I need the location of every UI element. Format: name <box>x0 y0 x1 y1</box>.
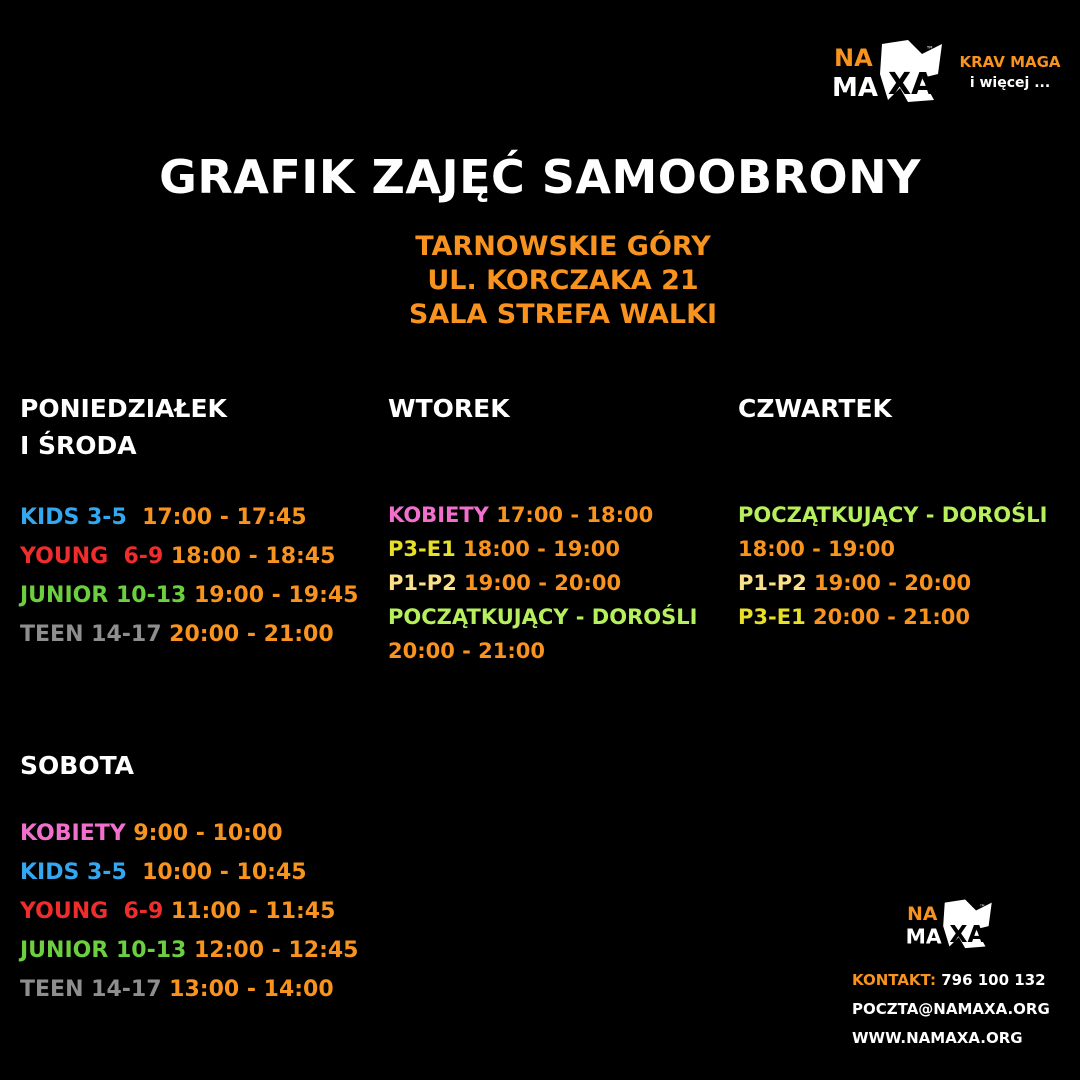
tagline-krav-maga: KRAV MAGA <box>959 53 1061 71</box>
class-time: 20:00 - 21:00 <box>388 639 546 663</box>
class-label: KIDS 3-5 <box>20 505 135 530</box>
class-row <box>20 615 358 654</box>
class-time: 18:00 - 19:00 <box>455 537 621 561</box>
class-row <box>20 970 358 1009</box>
class-time: 17:00 - 18:00 <box>488 503 654 527</box>
class-row <box>20 537 358 576</box>
logo-tm: ™ <box>926 45 934 54</box>
day-heading: WTOREK <box>388 394 510 423</box>
class-label: KOBIETY <box>388 503 489 527</box>
class-row <box>20 576 358 615</box>
class-time: 12:00 - 12:45 <box>186 938 359 963</box>
class-time: 13:00 - 14:00 <box>161 977 334 1002</box>
schedule-tuesday <box>388 390 738 663</box>
email-link[interactable]: POCZTA@NAMAXA.ORG <box>852 1000 1050 1018</box>
class-row <box>738 532 1047 566</box>
class-label: P3-E1 <box>738 605 806 629</box>
address-venue: SALA STREFA WALKI <box>408 299 718 330</box>
tagline-more: i więcej ... <box>969 75 1051 91</box>
class-row <box>738 566 1047 600</box>
class-label: P1-P2 <box>738 571 807 595</box>
contact-label: KONTAKT: <box>852 971 936 989</box>
namaxa-logo <box>830 34 950 106</box>
address-street: UL. KORCZAKA 21 <box>427 265 699 296</box>
class-time: 9:00 - 10:00 <box>125 821 283 846</box>
namaxa-logo-footer <box>904 894 998 952</box>
class-row <box>388 634 697 668</box>
class-time: 11:00 - 11:45 <box>163 899 336 924</box>
class-row <box>20 853 358 892</box>
contact-phone-line <box>852 966 1072 995</box>
class-time: 17:00 - 17:45 <box>134 505 307 530</box>
website-link[interactable]: WWW.NAMAXA.ORG <box>852 1029 1023 1047</box>
address-city: TARNOWSKIE GÓRY <box>415 231 711 262</box>
class-row <box>738 498 1047 532</box>
page-title: GRAFIK ZAJĘĆ SAMOOBRONY <box>159 150 921 204</box>
tagline <box>954 52 1066 94</box>
class-label: P3-E1 <box>388 537 456 561</box>
day-heading-line2: I ŚRODA <box>20 431 137 460</box>
class-label: KOBIETY <box>20 821 126 846</box>
day-heading: SOBOTA <box>20 751 135 780</box>
logo-na: NA <box>834 44 873 72</box>
class-time: 10:00 - 10:45 <box>134 860 307 885</box>
class-row <box>20 892 358 931</box>
class-label: POCZĄTKUJĄCY - DOROŚLI <box>388 605 698 629</box>
schedule-saturday <box>20 747 380 1002</box>
class-time: 20:00 - 21:00 <box>161 622 334 647</box>
contact-info <box>852 966 1072 1053</box>
class-label: TEEN 14-17 <box>20 622 162 647</box>
class-time: 19:00 - 20:00 <box>456 571 622 595</box>
class-time: 19:00 - 20:00 <box>806 571 972 595</box>
logo-ma: MA <box>832 73 878 103</box>
class-row <box>388 600 697 634</box>
logo-xa: XA <box>888 67 935 102</box>
address <box>0 230 1080 332</box>
schedule-thursday <box>738 390 1080 629</box>
class-time: 18:00 - 18:45 <box>163 544 336 569</box>
class-label: JUNIOR 10-13 <box>20 938 187 963</box>
day-heading-line1: PONIEDZIAŁEK <box>20 394 227 423</box>
logo-na: NA <box>907 903 938 925</box>
day-heading <box>20 390 380 464</box>
class-label: KIDS 3-5 <box>20 860 135 885</box>
class-row <box>738 600 1047 634</box>
schedule-monday-wednesday <box>20 390 380 647</box>
phone-number[interactable]: 796 100 132 <box>935 971 1046 989</box>
class-row <box>388 566 697 600</box>
class-row <box>20 814 358 853</box>
logo-xa: XA <box>949 919 986 948</box>
logo-ma: MA <box>905 924 942 949</box>
class-label: TEEN 14-17 <box>20 977 162 1002</box>
class-time: 19:00 - 19:45 <box>186 583 359 608</box>
class-label: POCZĄTKUJĄCY - DOROŚLI <box>738 503 1048 527</box>
class-time: 18:00 - 19:00 <box>738 537 896 561</box>
class-time: 20:00 - 21:00 <box>805 605 971 629</box>
class-row <box>20 498 358 537</box>
class-row <box>388 532 697 566</box>
class-row <box>20 931 358 970</box>
class-label: YOUNG 6-9 <box>20 544 164 569</box>
class-label: YOUNG 6-9 <box>20 899 164 924</box>
class-label: JUNIOR 10-13 <box>20 583 187 608</box>
class-label: P1-P2 <box>388 571 457 595</box>
logo-tm: ™ <box>979 903 986 911</box>
day-heading: CZWARTEK <box>738 394 892 423</box>
class-row <box>388 498 697 532</box>
